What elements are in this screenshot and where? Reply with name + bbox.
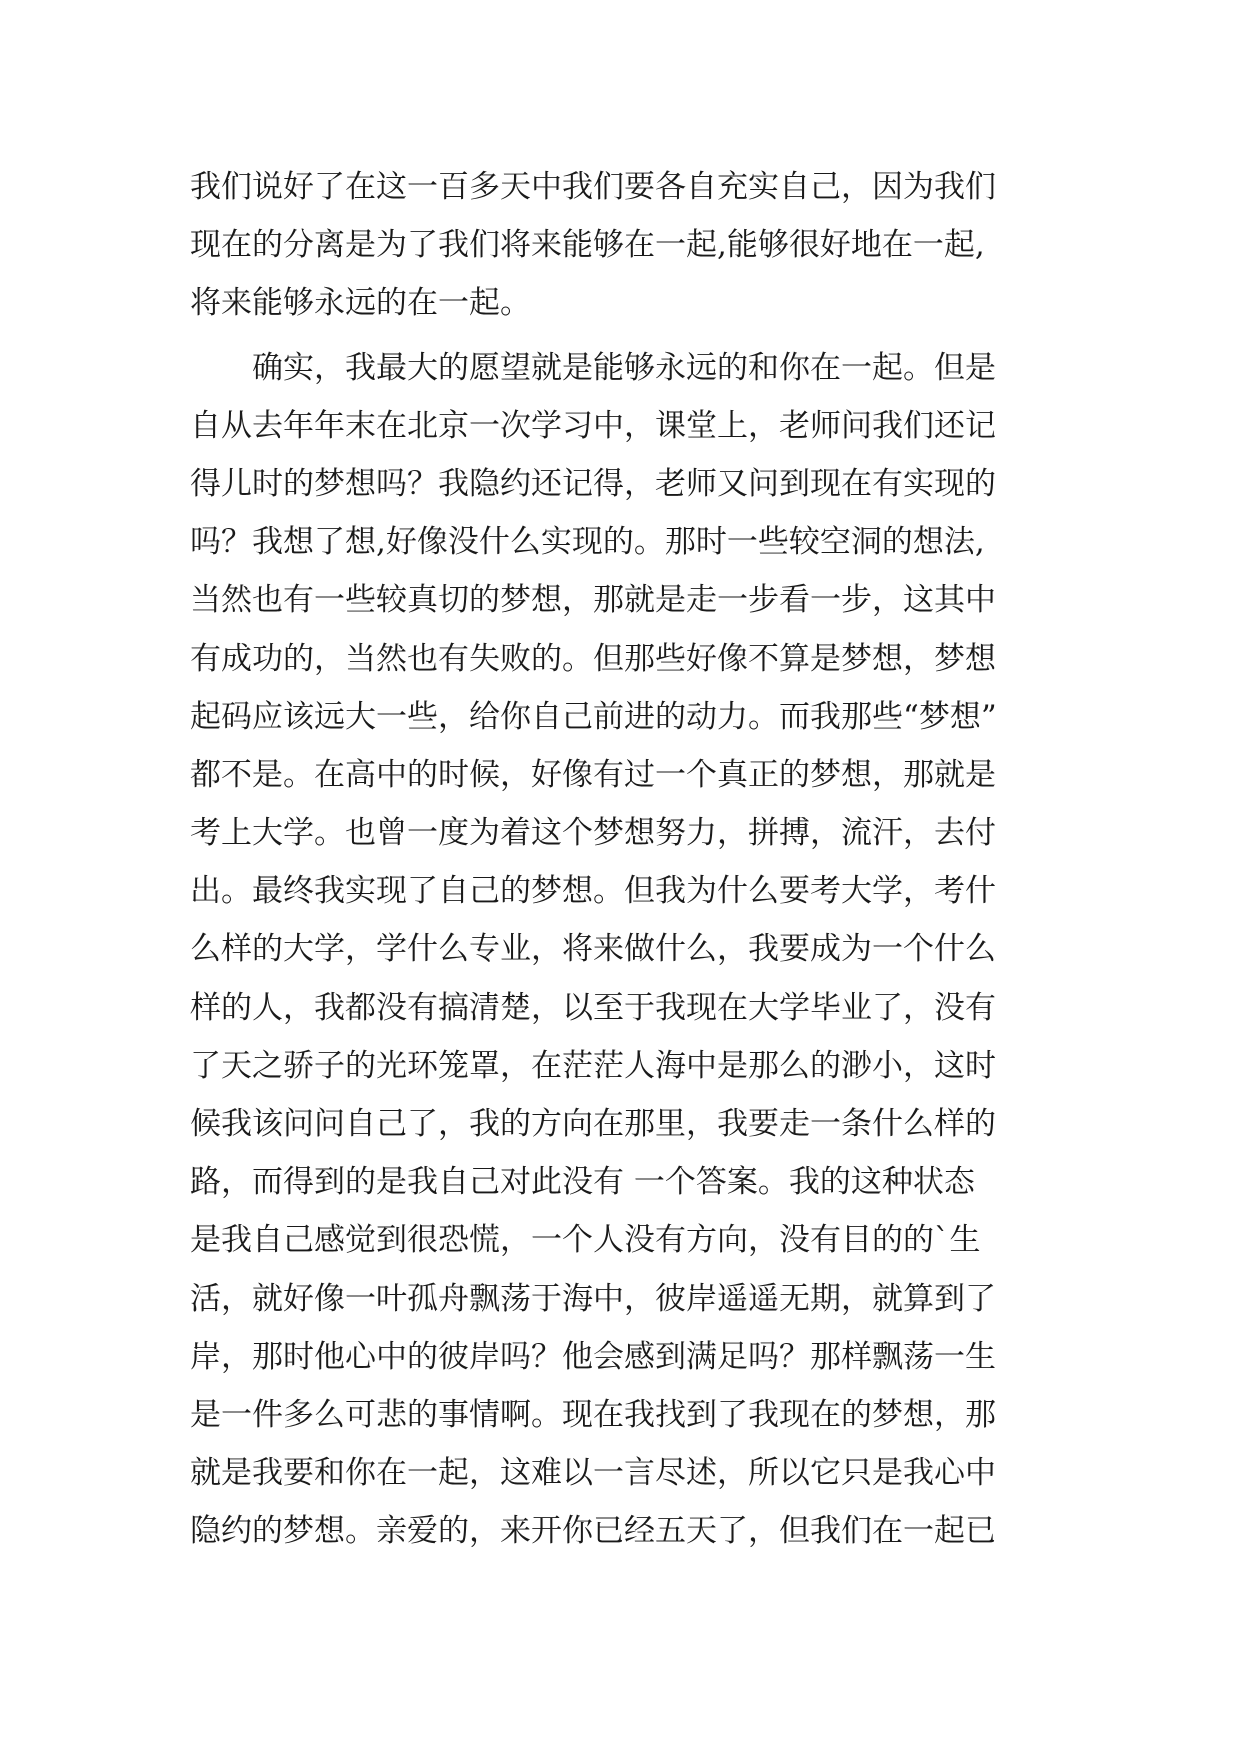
paragraph-1 <box>190 158 1090 333</box>
text-line: 候我该问问自己了，我的方向在那里，我要走一条什么样的 <box>190 1106 996 1142</box>
text-line: 自从去年年末在北京一次学习中，课堂上，老师问我们还记 <box>190 407 996 444</box>
text-line: 将来能够永远的在一起。 <box>190 285 531 322</box>
text-line: 是我自己感觉到很恐慌，一个人没有方向，没有目的的`生 <box>190 1222 981 1259</box>
text-line: 现在的分离是为了我们将来能够在一起,能够很好地在一起, <box>190 227 985 264</box>
text-line: 我们说好了在这一百多天中我们要各自充实自己，因为我们 <box>190 169 996 205</box>
body-text <box>190 158 1090 1561</box>
text-line: 了天之骄子的光环笼罩，在茫茫人海中是那么的渺小，这时 <box>190 1047 996 1084</box>
text-line: 出。最终我实现了自己的梦想。但我为什么要考大学，考什 <box>190 873 996 910</box>
text-line: 是一件多么可悲的事情啊。现在我找到了我现在的梦想，那 <box>190 1396 996 1433</box>
text-line: 岸，那时他心中的彼岸吗？他会感到满足吗？那样飘荡一生 <box>190 1338 996 1375</box>
text-line: 都不是。在高中的时候，好像有过一个真正的梦想，那就是 <box>190 756 996 793</box>
paragraph-2 <box>190 339 1090 1561</box>
text-line: 确实，我最大的愿望就是能够永远的和你在一起。但是 <box>190 349 996 386</box>
text-line: 得儿时的梦想吗？我隐约还记得，老师又问到现在有实现的 <box>190 465 996 502</box>
text-line: 么样的大学，学什么专业，将来做什么，我要成为一个什么 <box>190 931 996 968</box>
text-line: 考上大学。也曾一度为着这个梦想努力，拼搏，流汗，去付 <box>190 815 996 852</box>
text-line: 隐约的梦想。亲爱的，来开你已经五天了，但我们在一起已 <box>190 1513 996 1550</box>
text-line: 路，而得到的是我自己对此没有 一个答案。我的这种状态 <box>190 1164 975 1201</box>
text-line: 样的人，我都没有搞清楚，以至于我现在大学毕业了，没有 <box>190 989 996 1026</box>
text-line: 活，就好像一叶孤舟飘荡于海中，彼岸遥遥无期，就算到了 <box>190 1280 996 1317</box>
text-line: 有成功的，当然也有失败的。但那些好像不算是梦想，梦想 <box>190 640 996 677</box>
text-line: 就是我要和你在一起，这难以一言尽述，所以它只是我心中 <box>190 1455 996 1492</box>
text-line: 吗？我想了想,好像没什么实现的。那时一些较空洞的想法, <box>190 524 985 561</box>
text-line: 当然也有一些较真切的梦想，那就是走一步看一步，这其中 <box>190 582 996 619</box>
text-line: 起码应该远大一些，给你自己前进的动力。而我那些“梦想” <box>190 698 997 735</box>
